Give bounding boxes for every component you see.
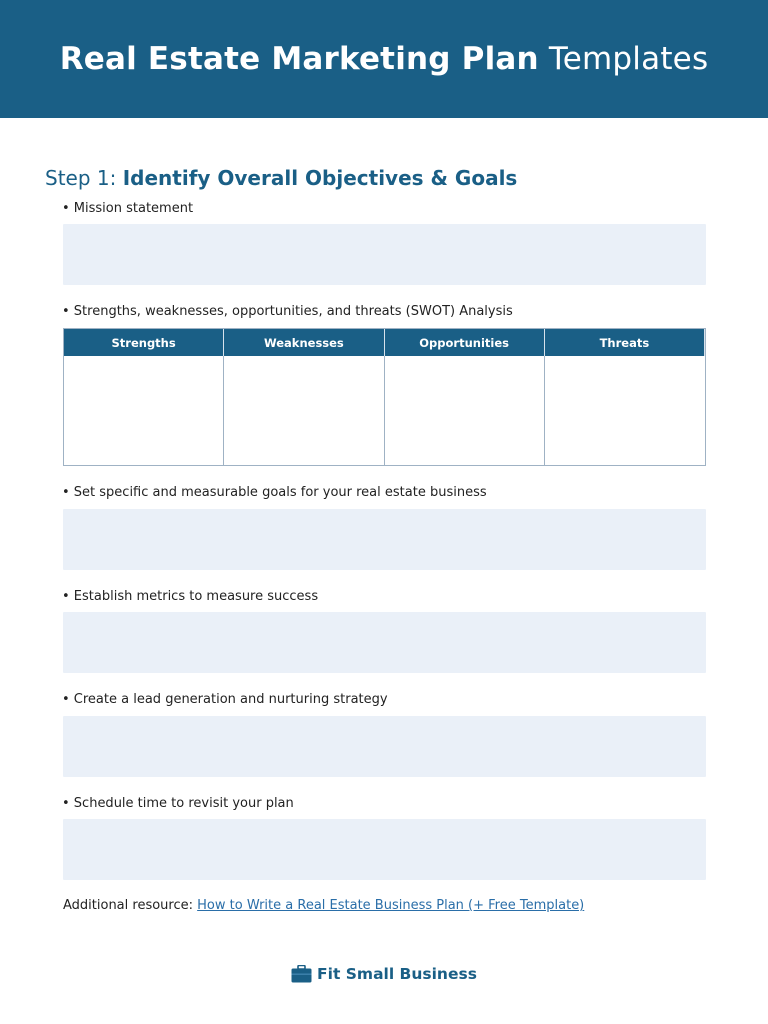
lead-strategy-input-box[interactable] <box>63 716 706 777</box>
swot-header-strengths: Strengths <box>64 329 224 356</box>
page-title <box>60 41 709 77</box>
mission-input-box[interactable] <box>63 224 706 285</box>
resource-label: Additional resource: <box>63 898 193 913</box>
schedule-label: • Schedule time to revisit your plan <box>62 796 294 811</box>
goals-input-box[interactable] <box>63 509 706 570</box>
swot-header-opportunities: Opportunities <box>385 329 545 356</box>
swot-table <box>63 328 706 466</box>
additional-resource <box>63 898 584 913</box>
page-header <box>0 0 768 118</box>
swot-cell-strengths[interactable] <box>64 356 224 465</box>
swot-cell-weaknesses[interactable] <box>224 356 384 465</box>
page-title-bold: Real Estate Marketing Plan <box>59 41 539 77</box>
swot-header-threats: Threats <box>545 329 705 356</box>
metrics-label: • Establish metrics to measure success <box>62 589 319 604</box>
page-title-light: Templates <box>548 41 709 77</box>
swot-header-weaknesses: Weaknesses <box>224 329 384 356</box>
schedule-input-box[interactable] <box>63 819 706 880</box>
swot-cell-threats[interactable] <box>545 356 705 465</box>
step-prefix: Step 1: <box>45 166 117 190</box>
step-heading <box>45 166 517 190</box>
metrics-input-box[interactable] <box>63 612 706 673</box>
swot-label: • Strengths, weaknesses, opportunities, and threats (SWOT) Analysis <box>62 304 513 319</box>
step-title: Identify Overall Objectives & Goals <box>122 166 518 190</box>
briefcase-icon <box>291 965 312 983</box>
swot-cell-opportunities[interactable] <box>385 356 545 465</box>
goals-label: • Set specific and measurable goals for your real estate business <box>62 485 487 500</box>
mission-label: • Mission statement <box>62 201 194 216</box>
resource-link[interactable]: How to Write a Real Estate Business Plan (+ Free Template) <box>197 898 585 913</box>
footer-logo[interactable] <box>0 965 768 983</box>
footer-brand: Fit Small Business <box>317 965 477 983</box>
lead-strategy-label: • Create a lead generation and nurturing strategy <box>62 692 388 707</box>
